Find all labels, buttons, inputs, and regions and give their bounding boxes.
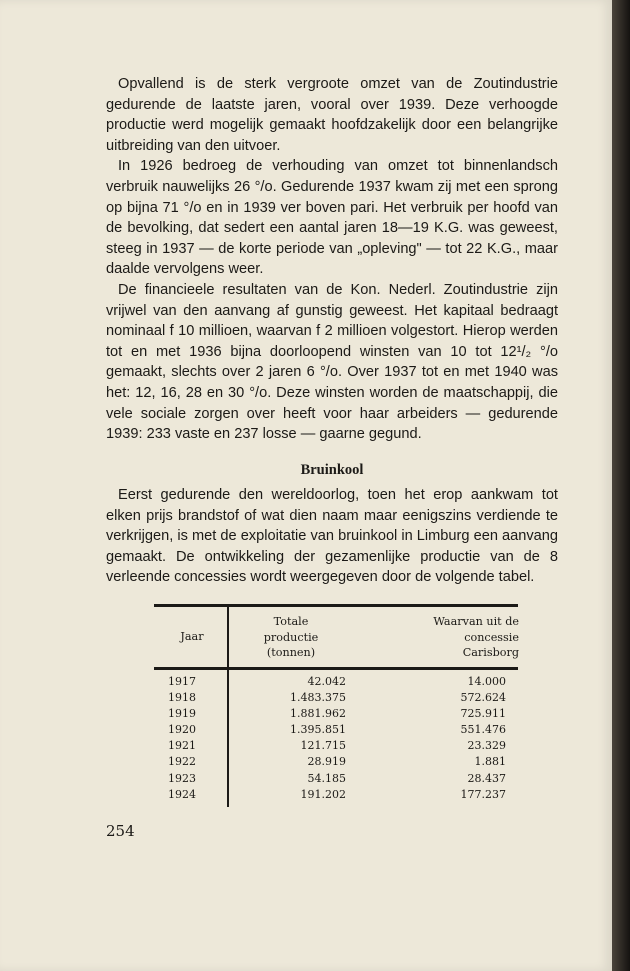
cell-totaal: 1.395.851 xyxy=(290,723,346,737)
cell-totaal: 121.715 xyxy=(300,739,346,753)
cell-jaar: 1923 xyxy=(168,771,196,785)
cell-totaal: 54.185 xyxy=(307,771,346,785)
table-row xyxy=(154,772,518,788)
cell-waarvan: 1.881 xyxy=(474,755,506,769)
table-top-rule xyxy=(154,604,518,607)
header-line: (tonnen) xyxy=(266,646,316,659)
table-row xyxy=(154,691,518,707)
table-row xyxy=(154,675,518,691)
cell-waarvan: 28.437 xyxy=(467,771,506,785)
table-header-rule xyxy=(154,667,518,670)
cell-jaar: 1922 xyxy=(168,755,196,769)
body-text xyxy=(106,74,558,445)
header-totale-productie xyxy=(236,614,346,661)
table-body xyxy=(154,675,518,804)
header-jaar: Jaar xyxy=(180,630,204,643)
section-heading: Bruinkool xyxy=(300,462,364,478)
header-line: Waarvan uit de xyxy=(433,615,519,628)
paragraph-verbruik: In 1926 bedroeg de verhouding van omzet tot binnenlandsch verbruik nauwelijks 26 °/o. Gedurende 1937 kwam zij met een sprong op bijna 71 °/o en in 1939 ver boven pari. Het verbruik per hoofd van de bevolking, dat sedert een aantal jaren 18—19 K.G. was geweest, steeg in 1937 — de korte periode van „opleving" — tot 22 K.G., maar daalde vervolgens weer. xyxy=(106,158,558,278)
section-text xyxy=(106,485,558,588)
cell-totaal: 1.881.962 xyxy=(290,707,346,721)
table-row xyxy=(154,755,518,771)
paragraph-financieele-resultaten: De financieele resultaten van de Kon. Nederl. Zoutindustrie zijn vrijwel van den aanvang af gunstig geweest. Het kapitaal bedraagt nominaal f 10 millioen, waarvan f 2 millioen volgestort. Hierop werden tot en met 1936 bijna doorloopend winsten van 10 tot 12¹/₂ °/o gemaakt, slechts over 2 jaren 6 °/o. Over 1937 tot en met 1940 was het: 12, 16, 28 en 30 °/o. Deze winsten worden de maatschappij, die vele sociale zorgen over heeft voor haar arbeiders — gedurende 1939: 233 vaste en 237 losse — gaarne gegund. xyxy=(106,281,558,443)
cell-waarvan: 551.476 xyxy=(460,723,506,737)
header-line: concessie xyxy=(464,630,519,644)
cell-jaar: 1924 xyxy=(168,787,196,801)
cell-waarvan: 14.000 xyxy=(467,675,506,688)
cell-totaal: 1.483.375 xyxy=(290,691,346,705)
cell-totaal: 28.919 xyxy=(307,755,346,769)
table-row xyxy=(154,788,518,804)
book-spine-edge xyxy=(612,0,630,971)
cell-waarvan: 725.911 xyxy=(460,707,506,721)
cell-jaar: 1921 xyxy=(168,739,196,753)
page-number: 254 xyxy=(106,822,135,840)
cell-jaar: 1920 xyxy=(168,723,196,737)
cell-jaar: 1918 xyxy=(168,691,196,705)
table-row xyxy=(154,707,518,723)
header-waarvan-carisborg xyxy=(409,614,519,661)
cell-totaal: 42.042 xyxy=(307,675,346,688)
header-line: Carisborg xyxy=(462,646,519,659)
cell-jaar: 1917 xyxy=(168,675,196,688)
table-row xyxy=(154,739,518,755)
cell-waarvan: 572.624 xyxy=(460,691,506,705)
paragraph-zoutindustrie-omzet: Opvallend is de sterk vergroote omzet van de Zoutindustrie gedurende de laatste jaren, vooral over 1939. Deze verhoogde productie werd mogelijk gemaakt hoofdzakelijk door een belangrijke uitbreiding van den uitvoer. xyxy=(106,76,558,154)
cell-jaar: 1919 xyxy=(168,707,196,721)
paragraph-bruinkool: Eerst gedurende den wereldoorlog, toen het erop aankwam tot elken prijs brandstof of wat dien naam maar eenigszins verdiende te verkrijgen, is met de exploitatie van bruinkool in Limburg een aanvang gemaakt. De ontwikkeling der gezamenlijke productie van de 8 verleende concessies wordt weergegeven door de volgende tabel. xyxy=(106,487,558,586)
table-row xyxy=(154,723,518,739)
header-line: productie xyxy=(263,630,319,644)
cell-totaal: 191.202 xyxy=(300,787,346,801)
production-table xyxy=(154,604,519,801)
cell-waarvan: 23.329 xyxy=(467,739,506,753)
cell-waarvan: 177.237 xyxy=(460,787,506,801)
header-line: Totale xyxy=(273,615,309,628)
